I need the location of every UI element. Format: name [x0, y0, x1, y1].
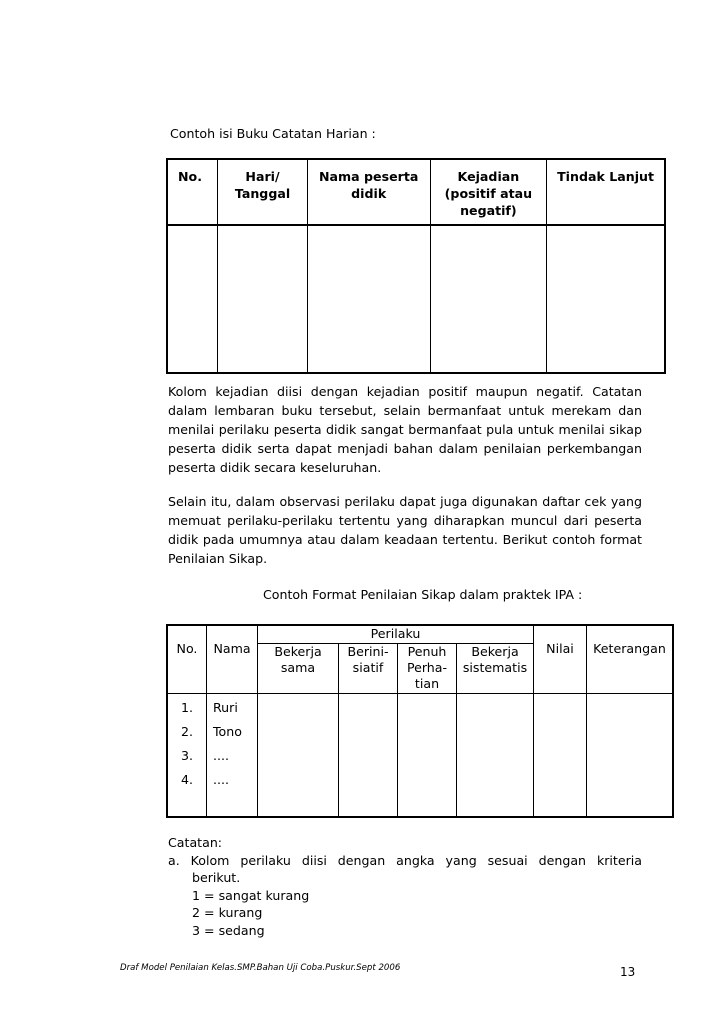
row-number: 3.	[180, 747, 194, 763]
notes-title: Catatan:	[168, 835, 223, 850]
header-berinisiatif-text: Berini- siatif	[347, 643, 389, 675]
empty-cell	[339, 693, 398, 817]
header-nama	[207, 625, 258, 693]
note-item-a-continued: berikut.	[192, 870, 241, 885]
empty-cell	[398, 693, 457, 817]
header-tindak-lanjut-text: Tindak Lanjut	[557, 169, 655, 184]
header-nama-text: Nama	[213, 641, 251, 657]
header-nama-peserta-text: Nama peserta didik	[319, 169, 419, 201]
note-item-a: a. Kolom perilaku diisi dengan angka yang sesuai dengan kriteria	[168, 852, 642, 868]
row-name: Tono	[213, 723, 242, 739]
criteria-item: 3 = sedang	[192, 922, 265, 938]
header-no-text: No.	[176, 641, 198, 657]
header-bekerja-sistematis-text: Bekerja sistematis	[462, 643, 528, 675]
empty-cell	[218, 225, 307, 373]
header-perilaku-text: Perilaku	[370, 626, 421, 641]
row-number: 1.	[180, 699, 194, 715]
row-name: ....	[213, 771, 230, 787]
header-tindak-lanjut	[547, 159, 665, 225]
empty-cell	[534, 693, 587, 817]
criteria-item: 1 = sangat kurang	[192, 887, 310, 903]
header-hari-tanggal-text: Hari/ Tanggal	[234, 169, 291, 201]
empty-cell	[587, 693, 674, 817]
header-penuh-perhatian	[398, 643, 457, 693]
intro-text: Contoh isi Buku Catatan Harian :	[170, 126, 376, 141]
header-nilai-text: Nilai	[546, 641, 574, 657]
paragraph-kolom-kejadian: Kolom kejadian diisi dengan kejadian positif maupun negatif. Catatan dalam lembaran buku tersebut, selain bermanfaat untuk merekam dan menilai perilaku peserta didik sangat bermanfaat pula untuk menilai sikap peserta didik serta dapat menjadi bahan dalam penilaian perkembangan peserta didik secara keseluruhan.	[168, 384, 642, 475]
page-number: 13	[620, 965, 636, 979]
empty-cell	[258, 693, 339, 817]
header-nilai	[534, 625, 587, 693]
header-no-text: No.	[178, 169, 202, 184]
header-no	[167, 625, 207, 693]
names-cell	[207, 693, 258, 817]
header-bekerja-sama-text: Bekerja sama	[274, 643, 322, 675]
header-no	[167, 159, 218, 225]
criteria-item: 2 = kurang	[192, 905, 263, 920]
row-name: Ruri	[213, 699, 238, 715]
empty-cell	[167, 225, 218, 373]
notes-section	[168, 834, 642, 939]
daily-notes-table	[166, 158, 666, 374]
header-bekerja-sistematis	[457, 643, 534, 693]
header-berinisiatif	[339, 643, 398, 693]
row-number: 4.	[180, 771, 194, 787]
row-name: ....	[213, 747, 230, 763]
header-kejadian-text: Kejadian (positif atau negatif)	[444, 169, 533, 218]
empty-cell	[430, 225, 547, 373]
empty-cell	[307, 225, 430, 373]
footer-text: Draf Model Penilaian Kelas.SMP.Bahan Uji Coba.Puskur.Sept 2006	[120, 963, 401, 973]
header-perilaku	[258, 625, 534, 643]
header-kejadian	[430, 159, 547, 225]
empty-cell	[547, 225, 665, 373]
paragraph-observasi: Selain itu, dalam observasi perilaku dapat juga digunakan daftar cek yang memuat perilaku-perilaku tertentu yang diharapkan muncul dari peserta didik pada umumnya atau dalam keadaan tertentu. Berikut contoh format Penilaian Sikap.	[168, 494, 642, 566]
attitude-assessment-table	[166, 624, 674, 818]
row-number: 2.	[180, 723, 194, 739]
numbers-cell	[167, 693, 207, 817]
header-keterangan	[587, 625, 674, 693]
header-nama-peserta	[307, 159, 430, 225]
table2-title: Contoh Format Penilaian Sikap dalam praktek IPA :	[263, 587, 583, 602]
header-bekerja-sama	[258, 643, 339, 693]
header-hari-tanggal	[218, 159, 307, 225]
header-keterangan-text: Keterangan	[593, 641, 666, 657]
header-penuh-perhatian-text: Penuh Perha- tian	[406, 643, 448, 691]
empty-cell	[457, 693, 534, 817]
